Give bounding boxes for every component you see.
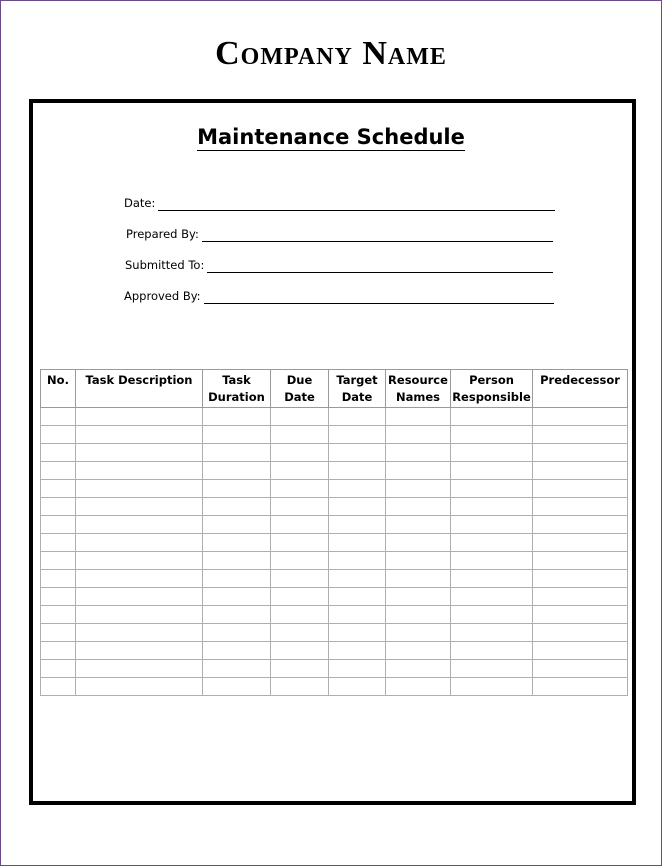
table-cell[interactable] xyxy=(533,516,628,534)
col-task-duration: Task Duration xyxy=(203,370,271,408)
table-cell[interactable] xyxy=(271,552,329,570)
table-cell[interactable] xyxy=(533,660,628,678)
table-cell[interactable] xyxy=(271,678,329,696)
table-cell[interactable] xyxy=(203,642,271,660)
table-cell[interactable] xyxy=(386,444,451,462)
table-cell[interactable] xyxy=(271,534,329,552)
table-row xyxy=(41,498,628,516)
table-cell[interactable] xyxy=(271,498,329,516)
table-cell[interactable] xyxy=(451,534,533,552)
prepared-by-label: Prepared By: xyxy=(126,227,199,241)
table-cell[interactable] xyxy=(329,426,386,444)
table-cell[interactable] xyxy=(451,606,533,624)
table-row xyxy=(41,516,628,534)
table-cell[interactable] xyxy=(533,606,628,624)
table-cell[interactable] xyxy=(329,408,386,426)
table-cell[interactable] xyxy=(41,516,76,534)
table-row xyxy=(41,588,628,606)
table-cell[interactable] xyxy=(451,588,533,606)
table-cell[interactable] xyxy=(386,570,451,588)
table-cell[interactable] xyxy=(386,498,451,516)
company-name: Company Name xyxy=(215,35,447,72)
table-cell[interactable] xyxy=(76,624,203,642)
table-cell[interactable] xyxy=(41,408,76,426)
table-cell[interactable] xyxy=(451,660,533,678)
table-cell[interactable] xyxy=(271,408,329,426)
table-cell[interactable] xyxy=(386,606,451,624)
table-cell[interactable] xyxy=(329,660,386,678)
table-cell[interactable] xyxy=(271,606,329,624)
col-due-date: Due Date xyxy=(271,370,329,408)
table-cell[interactable] xyxy=(41,606,76,624)
table-cell[interactable] xyxy=(451,516,533,534)
table-row xyxy=(41,534,628,552)
table-cell[interactable] xyxy=(329,642,386,660)
table-row xyxy=(41,462,628,480)
table-cell[interactable] xyxy=(271,516,329,534)
table-cell[interactable] xyxy=(203,480,271,498)
table-cell[interactable] xyxy=(76,570,203,588)
table-cell[interactable] xyxy=(76,660,203,678)
table-cell[interactable] xyxy=(203,534,271,552)
table-cell[interactable] xyxy=(203,408,271,426)
table-cell[interactable] xyxy=(271,642,329,660)
table-cell[interactable] xyxy=(329,678,386,696)
table-cell[interactable] xyxy=(41,480,76,498)
table-cell[interactable] xyxy=(533,534,628,552)
table-cell[interactable] xyxy=(329,588,386,606)
approved-by-field xyxy=(124,286,554,304)
table-cell[interactable] xyxy=(533,552,628,570)
table-cell[interactable] xyxy=(76,678,203,696)
table-cell[interactable] xyxy=(533,444,628,462)
table-cell[interactable] xyxy=(203,660,271,678)
table-cell[interactable] xyxy=(203,678,271,696)
table-cell[interactable] xyxy=(41,462,76,480)
maintenance-schedule-table xyxy=(40,369,628,696)
table-cell[interactable] xyxy=(533,498,628,516)
table-header-row xyxy=(41,370,628,408)
table-cell[interactable] xyxy=(41,678,76,696)
table-row xyxy=(41,660,628,678)
table-row xyxy=(41,408,628,426)
date-line[interactable] xyxy=(158,198,555,211)
table-row xyxy=(41,480,628,498)
table-cell[interactable] xyxy=(533,570,628,588)
table-cell[interactable] xyxy=(41,660,76,678)
table-row xyxy=(41,444,628,462)
table-cell[interactable] xyxy=(203,426,271,444)
table-cell[interactable] xyxy=(76,588,203,606)
date-field xyxy=(124,193,555,211)
table-cell[interactable] xyxy=(41,570,76,588)
table-cell[interactable] xyxy=(533,624,628,642)
table-cell[interactable] xyxy=(386,624,451,642)
table-cell[interactable] xyxy=(41,624,76,642)
table-cell[interactable] xyxy=(533,408,628,426)
document-title xyxy=(0,122,662,152)
table-cell[interactable] xyxy=(203,624,271,642)
table-cell[interactable] xyxy=(451,552,533,570)
table-cell[interactable] xyxy=(76,408,203,426)
table-cell[interactable] xyxy=(271,480,329,498)
table-cell[interactable] xyxy=(271,444,329,462)
col-task-description: Task Description xyxy=(76,370,203,408)
table-cell[interactable] xyxy=(386,462,451,480)
table-cell[interactable] xyxy=(451,480,533,498)
table-cell[interactable] xyxy=(451,426,533,444)
col-predecessor: Predecessor xyxy=(533,370,628,408)
table-cell[interactable] xyxy=(386,480,451,498)
table-cell[interactable] xyxy=(329,606,386,624)
table-cell[interactable] xyxy=(386,552,451,570)
table-cell[interactable] xyxy=(533,462,628,480)
table-cell[interactable] xyxy=(386,678,451,696)
table-cell[interactable] xyxy=(76,516,203,534)
table-cell[interactable] xyxy=(271,570,329,588)
prepared-by-line[interactable] xyxy=(202,229,553,242)
table-cell[interactable] xyxy=(329,516,386,534)
table-cell[interactable] xyxy=(41,444,76,462)
date-label: Date: xyxy=(124,196,156,210)
table-cell[interactable] xyxy=(329,462,386,480)
table-cell[interactable] xyxy=(451,642,533,660)
table-cell[interactable] xyxy=(203,516,271,534)
table-cell[interactable] xyxy=(76,642,203,660)
table-cell[interactable] xyxy=(533,480,628,498)
table-row xyxy=(41,426,628,444)
table-cell[interactable] xyxy=(76,426,203,444)
table-row xyxy=(41,606,628,624)
table-cell[interactable] xyxy=(386,588,451,606)
col-resource-names: Resource Names xyxy=(386,370,451,408)
table-cell[interactable] xyxy=(451,498,533,516)
table-cell[interactable] xyxy=(329,570,386,588)
table-cell[interactable] xyxy=(451,408,533,426)
prepared-by-field xyxy=(126,224,553,242)
table-cell[interactable] xyxy=(386,408,451,426)
table-cell[interactable] xyxy=(271,462,329,480)
table-cell[interactable] xyxy=(329,552,386,570)
submitted-to-label: Submitted To: xyxy=(125,258,205,272)
col-no: No. xyxy=(41,370,76,408)
table-cell[interactable] xyxy=(329,534,386,552)
submitted-to-line[interactable] xyxy=(207,260,553,273)
table-cell[interactable] xyxy=(203,606,271,624)
table-cell[interactable] xyxy=(41,498,76,516)
table-cell[interactable] xyxy=(41,552,76,570)
table-cell[interactable] xyxy=(203,498,271,516)
table-cell[interactable] xyxy=(451,444,533,462)
table-cell[interactable] xyxy=(203,570,271,588)
table-cell[interactable] xyxy=(271,426,329,444)
table-body xyxy=(41,408,628,696)
col-person-responsible: Person Responsible xyxy=(451,370,533,408)
table-cell[interactable] xyxy=(41,426,76,444)
table-cell[interactable] xyxy=(386,534,451,552)
table-cell[interactable] xyxy=(76,552,203,570)
col-target-date: Target Date xyxy=(329,370,386,408)
table-cell[interactable] xyxy=(386,660,451,678)
table-cell[interactable] xyxy=(533,642,628,660)
table-cell[interactable] xyxy=(329,444,386,462)
document-title-text: Maintenance Schedule xyxy=(197,125,465,149)
table-cell[interactable] xyxy=(203,552,271,570)
approved-by-line[interactable] xyxy=(204,291,554,304)
table-row xyxy=(41,570,628,588)
table-cell[interactable] xyxy=(41,642,76,660)
table-cell[interactable] xyxy=(41,534,76,552)
table-row xyxy=(41,678,628,696)
table-row xyxy=(41,552,628,570)
table-cell[interactable] xyxy=(76,534,203,552)
table-cell[interactable] xyxy=(76,444,203,462)
table-cell[interactable] xyxy=(76,480,203,498)
table-cell[interactable] xyxy=(386,642,451,660)
table-cell[interactable] xyxy=(451,570,533,588)
table-row xyxy=(41,642,628,660)
table-cell[interactable] xyxy=(329,480,386,498)
table-cell[interactable] xyxy=(386,426,451,444)
table-cell[interactable] xyxy=(76,462,203,480)
table-cell[interactable] xyxy=(203,444,271,462)
table-cell[interactable] xyxy=(271,660,329,678)
table-cell[interactable] xyxy=(76,606,203,624)
table-cell[interactable] xyxy=(533,588,628,606)
submitted-to-field xyxy=(125,255,553,273)
approved-by-label: Approved By: xyxy=(124,289,201,303)
table-cell[interactable] xyxy=(271,624,329,642)
table-cell[interactable] xyxy=(533,678,628,696)
table-cell[interactable] xyxy=(386,516,451,534)
table-cell[interactable] xyxy=(41,588,76,606)
table-cell[interactable] xyxy=(533,426,628,444)
table-row xyxy=(41,624,628,642)
table-cell[interactable] xyxy=(451,624,533,642)
table-cell[interactable] xyxy=(451,462,533,480)
table-cell[interactable] xyxy=(451,678,533,696)
table-cell[interactable] xyxy=(271,588,329,606)
table-cell[interactable] xyxy=(76,498,203,516)
table-cell[interactable] xyxy=(203,462,271,480)
table-cell[interactable] xyxy=(329,498,386,516)
table-cell[interactable] xyxy=(203,588,271,606)
table-cell[interactable] xyxy=(329,624,386,642)
